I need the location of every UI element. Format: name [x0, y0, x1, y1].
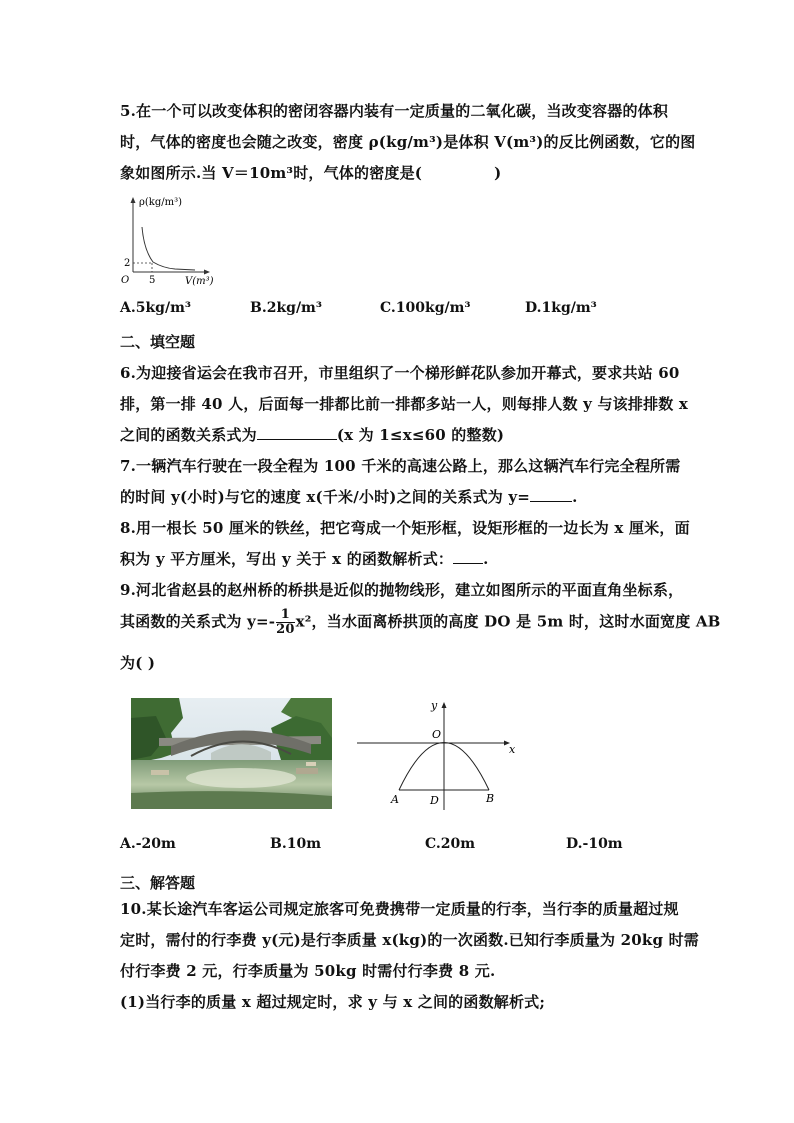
- q5-option-a: A.5kg/m³: [120, 300, 192, 316]
- q9-line2-rest: x²，当水面离桥拱顶的高度 DO 是 5m 时，这时水面宽度 AB: [295, 612, 721, 631]
- q9-fraction: [276, 608, 295, 637]
- q5-xlabel: V(m³): [185, 276, 214, 287]
- q6-answer-blank: [257, 425, 337, 440]
- q5-option-c: C.100kg/m³: [380, 300, 471, 316]
- q9-frac-denominator: 20: [276, 622, 295, 637]
- q6-line3-end: (x 为 1≤x≤60 的整数): [336, 426, 505, 444]
- q8-answer-blank: [453, 549, 483, 564]
- section-fill-in-title: 二、填空题: [120, 333, 196, 351]
- q9-x-label: x: [509, 743, 516, 756]
- q9-point-d: D: [430, 794, 439, 807]
- q9-point-b: B: [486, 792, 495, 805]
- q7-line2: [120, 486, 578, 507]
- q9-frac-numerator: 1: [276, 608, 295, 623]
- q9-option-d: D.-10m: [566, 836, 623, 852]
- q6-line1: 6.为迎接省运会在我市召开，市里组织了一个梯形鲜花队参加开幕式，要求共站 60: [120, 364, 680, 382]
- q9-line2: [120, 608, 721, 637]
- q9-option-c: C.20m: [425, 836, 476, 852]
- q5-origin: O: [121, 275, 130, 286]
- section-answer-title: 三、解答题: [120, 874, 196, 892]
- q10-line4: (1)当行李的质量 x 超过规定时，求 y 与 x 之间的函数解析式;: [120, 993, 546, 1011]
- q5-y-arrow: [131, 197, 136, 203]
- q9-origin-label: O: [432, 728, 442, 741]
- q9-line2-text: 其函数的关系式为 y=-: [120, 612, 276, 631]
- q9-y-label: y: [431, 699, 438, 712]
- q7-line2-text: 的时间 y(小时)与它的速度 x(千米/小时)之间的关系式为 y=: [120, 488, 531, 506]
- q10-line2: 定时，需付的行李费 y(元)是行李质量 x(kg)的一次函数.已知行李质量为 20kg 时需: [120, 931, 699, 949]
- q5-line2: 时，气体的密度也会随之改变，密度 ρ(kg/m³)是体积 V(m³)的反比例函数，它的图: [120, 133, 696, 151]
- q8-line2-text: 积为 y 平方厘米，写出 y 关于 x 的函数解析式：: [120, 550, 454, 568]
- q9-option-b: B.10m: [270, 836, 322, 852]
- q9-y-arrow: [442, 702, 447, 708]
- q6-line2: 排，第一排 40 人，后面每一排都比前一排都多站一人，则每排人数 y 与该排排数 x: [120, 395, 689, 413]
- q5-xtick: 5: [149, 275, 156, 286]
- q5-ytick: 2: [124, 258, 131, 269]
- q5-x-arrow: [204, 270, 210, 275]
- q9-point-a: A: [391, 793, 399, 806]
- q10-line1: 10.某长途汽车客运公司规定旅客可免费携带一定质量的行李，当行李的质量超过规: [120, 900, 679, 918]
- q5-line3-text: 象如图所示.当 V＝10m³时，气体的密度是(: [120, 164, 423, 182]
- q9-line3: 为( ): [120, 654, 156, 672]
- q9-parabola-graph: [355, 695, 525, 810]
- q5-line3: [120, 162, 501, 183]
- q5-curve: [142, 227, 195, 270]
- zhaozhou-bridge-photo: [131, 698, 332, 809]
- q9-line1: 9.河北省赵县的赵州桥的桥拱是近似的抛物线形，建立如图所示的平面直角坐标系，: [120, 581, 684, 599]
- q9-option-a: A.-20m: [120, 836, 176, 852]
- q5-density-graph: [115, 190, 235, 290]
- q6-line3-text: 之间的函数关系式为: [120, 426, 257, 444]
- q7-line1: 7.一辆汽车行驶在一段全程为 100 千米的高速公路上，那么这辆汽车行完全程所需: [120, 457, 681, 475]
- q5-option-d: D.1kg/m³: [525, 300, 597, 316]
- q10-line3: 付行李费 2 元，行李质量为 50kg 时需付行李费 8 元.: [120, 962, 496, 980]
- q8-line2: [120, 548, 489, 569]
- q6-line3: [120, 424, 504, 445]
- q5-ylabel: ρ(kg/m³): [139, 197, 183, 208]
- q5-line1: 5.在一个可以改变体积的密闭容器内装有一定质量的二氧化碳，当改变容器的体积: [120, 102, 669, 120]
- q7-answer-blank: [530, 487, 572, 502]
- q5-line3-end: ): [494, 164, 502, 182]
- q8-line1: 8.用一根长 50 厘米的铁丝，把它弯成一个矩形框，设矩形框的一边长为 x 厘米，面: [120, 519, 690, 537]
- q5-option-b: B.2kg/m³: [250, 300, 322, 316]
- q7-line2-end: .: [572, 488, 578, 506]
- q8-line2-end: .: [483, 550, 489, 568]
